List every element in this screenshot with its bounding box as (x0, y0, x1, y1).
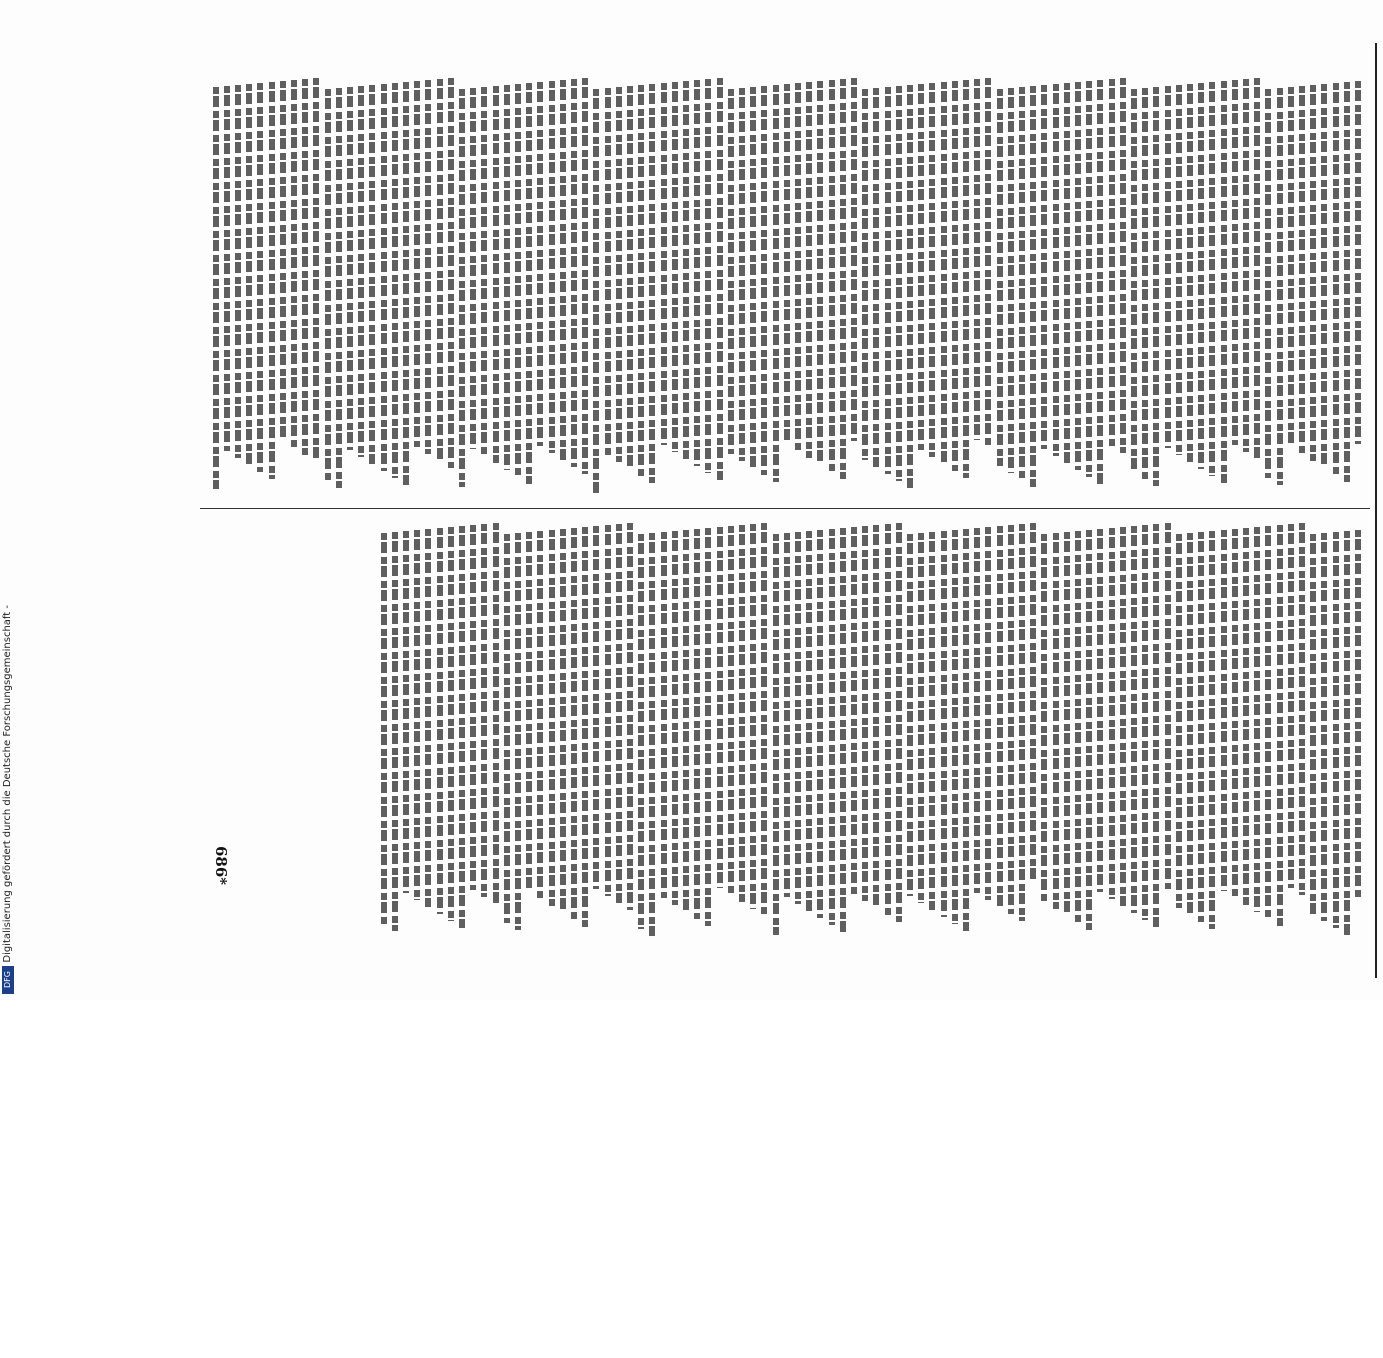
text-line-placeholder (829, 529, 835, 925)
text-line-placeholder (817, 81, 823, 465)
text-line-placeholder (728, 526, 734, 895)
text-line-placeholder (705, 528, 711, 926)
text-line-placeholder (862, 89, 868, 460)
text-line-placeholder (1355, 530, 1361, 897)
text-line-placeholder (795, 532, 801, 904)
text-line-placeholder (705, 79, 711, 473)
text-line-placeholder (1198, 83, 1204, 469)
text-line-placeholder (1019, 87, 1025, 480)
text-line-placeholder (963, 529, 969, 931)
text-line-placeholder (649, 84, 655, 483)
text-line-placeholder (638, 85, 644, 476)
text-line-placeholder (974, 79, 980, 440)
text-line-placeholder (672, 82, 678, 452)
text-line-placeholder (739, 88, 745, 461)
text-line-placeholder (347, 87, 353, 450)
text-line-placeholder (1165, 523, 1171, 889)
text-column-left (205, 78, 1365, 498)
text-line-placeholder (638, 534, 644, 929)
text-line-placeholder (1153, 87, 1159, 486)
text-line-placeholder (481, 87, 487, 456)
text-line-placeholder (683, 81, 689, 459)
rotated-page-content (100, 18, 1350, 978)
text-line-placeholder (1288, 524, 1294, 888)
text-line-placeholder (750, 524, 756, 909)
text-line-placeholder (1277, 525, 1283, 926)
text-line-placeholder (862, 526, 868, 901)
text-line-placeholder (1254, 527, 1260, 912)
text-line-placeholder (1008, 88, 1014, 473)
text-line-placeholder (1333, 83, 1339, 475)
column-divider (200, 508, 1370, 509)
text-line-placeholder (280, 81, 286, 441)
text-line-placeholder (1243, 79, 1249, 452)
text-line-placeholder (549, 81, 555, 453)
text-line-placeholder (728, 89, 734, 454)
text-line-placeholder (560, 529, 566, 913)
text-line-placeholder (437, 528, 443, 914)
text-line-placeholder (717, 527, 723, 888)
text-line-placeholder (448, 78, 454, 468)
text-line-placeholder (851, 78, 857, 441)
text-line-placeholder (582, 527, 588, 927)
text-line-placeholder (873, 88, 879, 467)
text-line-placeholder (414, 530, 420, 900)
text-line-placeholder (806, 82, 812, 458)
text-line-placeholder (1109, 79, 1115, 446)
text-line-placeholder (1086, 81, 1092, 477)
text-line-placeholder (605, 88, 611, 455)
text-line-placeholder (381, 533, 387, 924)
text-line-placeholder (974, 528, 980, 893)
text-line-placeholder (582, 78, 588, 474)
text-line-placeholder (1030, 86, 1036, 487)
side-credit (0, 0, 18, 1000)
text-line-placeholder (1299, 86, 1305, 454)
text-line-placeholder (549, 530, 555, 906)
text-line-placeholder (1131, 89, 1137, 472)
text-line-placeholder (1075, 82, 1081, 470)
text-line-placeholder (336, 88, 342, 488)
text-line-placeholder (1142, 525, 1148, 920)
text-line-placeholder (425, 80, 431, 454)
text-line-placeholder (1209, 531, 1215, 929)
text-line-placeholder (672, 531, 678, 905)
text-line-placeholder (896, 86, 902, 481)
text-line-placeholder (325, 89, 331, 481)
text-line-placeholder (1064, 532, 1070, 916)
text-line-placeholder (470, 88, 476, 449)
text-line-placeholder (213, 87, 219, 489)
text-line-placeholder (773, 85, 779, 482)
text-line-placeholder (526, 532, 532, 892)
text-line-placeholder (392, 83, 398, 478)
header-rule (1375, 43, 1377, 978)
text-line-placeholder (437, 79, 443, 461)
text-line-placeholder (929, 532, 935, 910)
text-line-placeholder (515, 533, 521, 930)
text-line-placeholder (1165, 86, 1171, 448)
text-line-placeholder (896, 523, 902, 922)
text-line-placeholder (784, 533, 790, 897)
text-line-placeholder (593, 526, 599, 889)
text-line-placeholder (885, 87, 891, 474)
text-line-placeholder (1041, 85, 1047, 449)
text-line-placeholder (1299, 523, 1305, 895)
text-line-placeholder (661, 532, 667, 898)
text-line-placeholder (493, 523, 499, 904)
text-line-placeholder (470, 525, 476, 890)
text-line-placeholder (997, 526, 1003, 907)
text-line-placeholder (649, 533, 655, 936)
text-line-placeholder (257, 83, 263, 472)
text-line-placeholder (1176, 534, 1182, 908)
text-line-placeholder (694, 80, 700, 466)
text-line-placeholder (1265, 89, 1271, 478)
text-line-placeholder (235, 85, 241, 458)
text-line-placeholder (448, 527, 454, 921)
text-line-placeholder (1355, 81, 1361, 444)
text-line-placeholder (1120, 78, 1126, 453)
text-line-placeholder (952, 530, 958, 924)
text-line-placeholder (616, 87, 622, 462)
text-line-placeholder (515, 84, 521, 477)
text-line-placeholder (918, 533, 924, 903)
text-line-placeholder (302, 79, 308, 455)
text-line-placeholder (571, 79, 577, 467)
text-line-placeholder (1008, 525, 1014, 914)
text-line-placeholder (918, 84, 924, 450)
text-line-placeholder (773, 534, 779, 935)
text-line-placeholder (817, 530, 823, 918)
text-line-placeholder (941, 531, 947, 917)
text-line-placeholder (1019, 524, 1025, 921)
text-line-placeholder (358, 86, 364, 457)
text-line-placeholder (885, 524, 891, 915)
text-line-placeholder (1265, 526, 1271, 919)
text-line-placeholder (627, 86, 633, 469)
text-line-placeholder (246, 84, 252, 465)
text-line-placeholder (1243, 528, 1249, 905)
text-line-placeholder (1277, 88, 1283, 485)
text-line-placeholder (1187, 84, 1193, 462)
text-line-placeholder (1097, 529, 1103, 892)
text-line-placeholder (1097, 80, 1103, 484)
text-line-placeholder (1321, 533, 1327, 921)
sheet-signature: 686* (212, 846, 230, 886)
text-line-placeholder (403, 82, 409, 485)
text-line-placeholder (929, 83, 935, 457)
text-line-placeholder (381, 84, 387, 471)
text-line-placeholder (683, 530, 689, 912)
text-line-placeholder (627, 523, 633, 910)
text-line-placeholder (537, 531, 543, 899)
text-line-placeholder (806, 531, 812, 911)
text-line-placeholder (1142, 88, 1148, 479)
dfg-logo: DFG (2, 966, 14, 994)
text-line-placeholder (593, 89, 599, 493)
text-line-placeholder (403, 531, 409, 893)
text-line-placeholder (1176, 85, 1182, 455)
text-line-placeholder (851, 527, 857, 894)
text-line-placeholder (1209, 82, 1215, 476)
text-line-placeholder (1153, 524, 1159, 927)
text-line-placeholder (1344, 82, 1350, 482)
text-line-placeholder (761, 523, 767, 916)
text-line-placeholder (997, 89, 1003, 466)
text-line-placeholder (1232, 80, 1238, 445)
text-line-placeholder (795, 83, 801, 451)
text-line-placeholder (414, 81, 420, 447)
text-line-placeholder (605, 525, 611, 896)
text-line-placeholder (1344, 531, 1350, 935)
text-line-placeholder (694, 529, 700, 919)
text-line-placeholder (560, 80, 566, 460)
text-line-placeholder (1198, 532, 1204, 922)
text-line-placeholder (717, 78, 723, 480)
side-credit-text: Digitalisierung gefördert durch die Deutsche Forschungsgemeinschaft - (2, 605, 13, 963)
text-line-placeholder (1086, 530, 1092, 930)
text-line-placeholder (1030, 523, 1036, 883)
text-line-placeholder (907, 534, 913, 896)
text-line-placeholder (941, 82, 947, 464)
text-line-placeholder (493, 86, 499, 463)
text-line-placeholder (1221, 81, 1227, 483)
text-line-placeholder (481, 524, 487, 897)
text-line-placeholder (985, 527, 991, 900)
text-line-placeholder (963, 80, 969, 478)
text-line-placeholder (661, 83, 667, 445)
text-line-placeholder (1288, 87, 1294, 447)
text-line-placeholder (425, 529, 431, 907)
text-line-placeholder (761, 86, 767, 475)
text-line-placeholder (224, 86, 230, 451)
text-line-placeholder (1120, 527, 1126, 906)
text-line-placeholder (1321, 84, 1327, 468)
text-line-placeholder (873, 525, 879, 908)
text-line-placeholder (1310, 534, 1316, 914)
text-line-placeholder (504, 85, 510, 470)
text-line-placeholder (571, 528, 577, 920)
text-line-placeholder (1109, 528, 1115, 899)
text-line-placeholder (1310, 85, 1316, 461)
text-line-placeholder (291, 80, 297, 448)
text-line-placeholder (1187, 533, 1193, 915)
text-line-placeholder (1131, 526, 1137, 913)
text-line-placeholder (1041, 534, 1047, 902)
text-line-placeholder (537, 82, 543, 446)
text-line-placeholder (750, 87, 756, 468)
text-line-placeholder (1053, 84, 1059, 456)
text-column-right (205, 523, 1365, 943)
text-line-placeholder (1254, 78, 1260, 459)
text-line-placeholder (369, 85, 375, 464)
text-line-placeholder (616, 524, 622, 903)
text-line-placeholder (459, 526, 465, 928)
text-line-placeholder (907, 85, 913, 488)
text-line-placeholder (840, 79, 846, 479)
text-line-placeholder (1053, 533, 1059, 909)
text-line-placeholder (269, 82, 275, 479)
text-line-placeholder (784, 84, 790, 444)
text-line-placeholder (313, 78, 319, 462)
text-line-placeholder (1221, 530, 1227, 891)
text-line-placeholder (1075, 531, 1081, 923)
text-line-placeholder (526, 83, 532, 484)
text-line-placeholder (1064, 83, 1070, 463)
text-line-placeholder (1232, 529, 1238, 898)
text-line-placeholder (392, 532, 398, 931)
text-line-placeholder (840, 528, 846, 932)
text-line-placeholder (459, 89, 465, 487)
text-line-placeholder (1333, 532, 1339, 928)
text-line-placeholder (739, 525, 745, 902)
text-line-placeholder (985, 78, 991, 447)
text-line-placeholder (504, 534, 510, 923)
text-line-placeholder (952, 81, 958, 471)
text-line-placeholder (829, 80, 835, 472)
